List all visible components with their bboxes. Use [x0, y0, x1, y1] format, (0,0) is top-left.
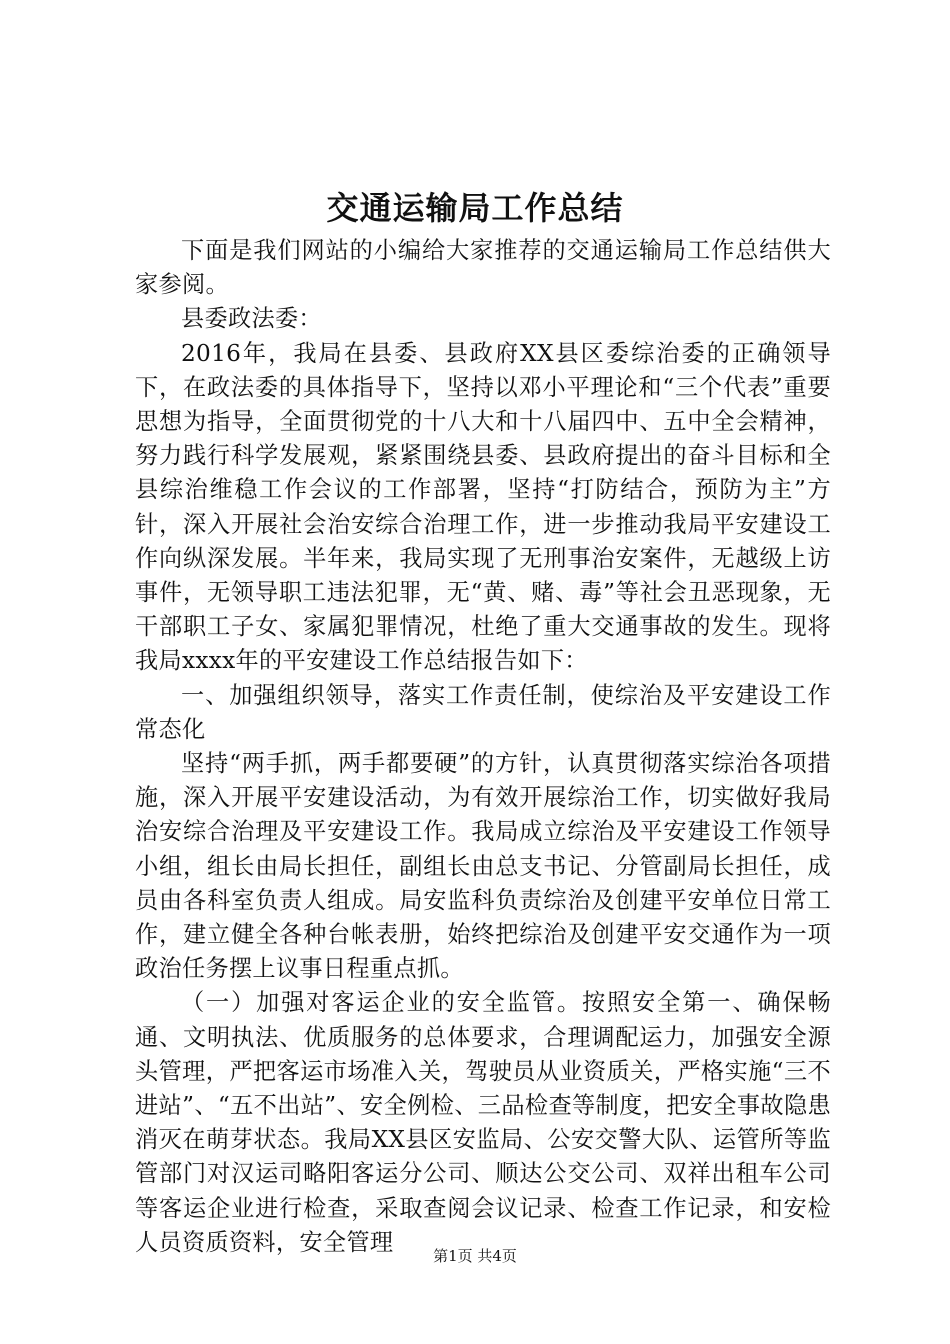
section-heading: 一、加强组织领导，落实工作责任制，使综治及平安建设工作常态化 [135, 681, 831, 743]
body-paragraph: 坚持“两手抓，两手都要硬”的方针，认真贯彻落实综治各项措施，深入开展平安建设活动，为有效开展综治工作，切实做好我局治安综合治理及平安建设工作。我局成立综治及平安建设工作领导小组，组长由局长担任，副组长由总支书记、分管副局长担任，成员由各科室负责人组成。局安监科负责综治及创建平安单位日常工作，建立健全各种台帐表册，始终把综治及创建平安交通作为一项政治任务摆上议事日程重点抓。 [135, 750, 831, 983]
body-paragraph: 2016年，我局在县委、县政府XX县区委综治委的正确领导下，在政法委的具体指导下，坚持以邓小平理论和“三个代表”重要思想为指导，全面贯彻党的十八大和十八届四中、五中全会精神，努力践行科学发展观，紧紧围绕县委、县政府提出的奋斗目标和全县综治维稳工作会议的工作部署，坚持“打防结合，预防为主”方针，深入开展社会治安综合治理工作，进一步推动我局平安建设工作向纵深发展。半年来，我局实现了无刑事治安案件，无越级上访事件，无领导职工违法犯罪，无“黄、赌、毒”等社会丑恶现象，无干部职工子女、家属犯罪情况，杜绝了重大交通事故的发生。现将我局xxxx年的平安建设工作总结报告如下： [135, 339, 831, 675]
salutation: 县委政法委： [181, 305, 322, 333]
body-paragraph: （一）加强对客运企业的安全监管。按照安全第一、确保畅通、文明执法、优质服务的总体要求，合理调配运力，加强安全源头管理，严把客运市场准入关，驾驶员从业资质关，严格实施“三不进站”、“五不出站”、安全例检、三品检查等制度，把安全事故隐患消灭在萌芽状态。我局XX县区安监局、公安交警大队、运管所等监管部门对汉运司略阳客运分公司、顺达公交公司、双祥出租车公司等客运企业进行检查，采取查阅会议记录、检查工作记录，和安检人员资质资料，安全管理 [135, 989, 831, 1256]
page-footer: 第1页 共4页 [433, 1247, 517, 1265]
intro-paragraph: 下面是我们网站的小编给大家推荐的交通运输局工作总结供大家参阅。 [135, 237, 831, 299]
document-body [135, 234, 831, 1260]
document-title: 交通运输局工作总结 [326, 189, 624, 227]
